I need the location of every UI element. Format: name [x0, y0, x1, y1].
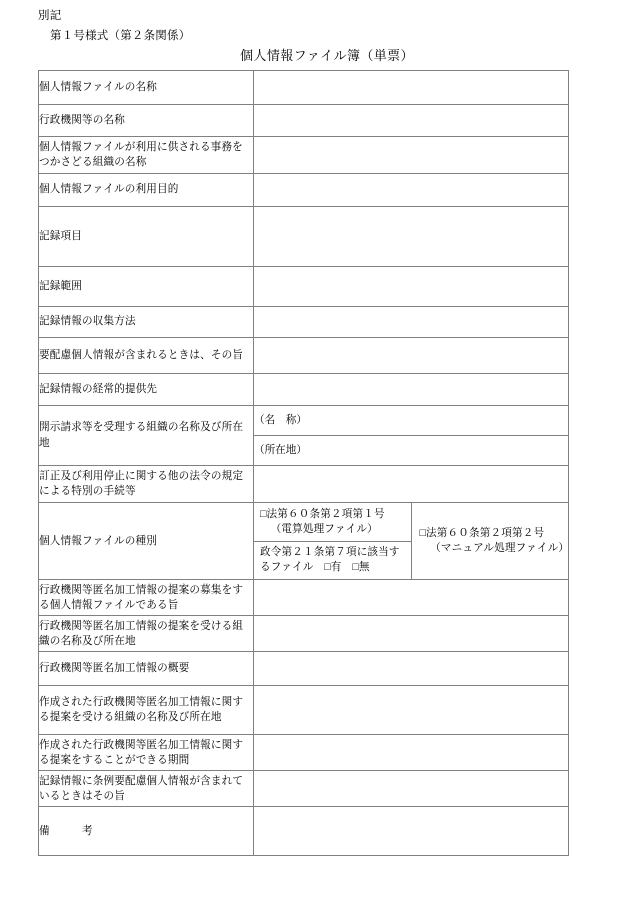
disclosure-office-name-label[interactable]: （名 称）: [254, 406, 568, 436]
file-type-option2-line2: （マニュアル処理ファイル）: [430, 543, 570, 555]
row-value-routine-recipients[interactable]: [254, 374, 569, 406]
row-value-anonymized-proposal-call[interactable]: [254, 580, 569, 616]
table-row: [39, 207, 569, 267]
row-label-remarks: 備 考: [39, 807, 254, 856]
row-value-created-proposal-org[interactable]: [254, 686, 569, 735]
file-type-option-manual[interactable]: [411, 503, 568, 579]
row-label-sensitive-info: 要配慮個人情報が含まれるときは、その旨: [39, 338, 254, 374]
row-value-agency-name[interactable]: [254, 105, 569, 137]
row-label-record-scope: 記録範囲: [39, 267, 254, 307]
disclosure-office-subtable: [254, 406, 568, 465]
row-value-anonymized-summary[interactable]: [254, 652, 569, 686]
table-row: [39, 466, 569, 503]
table-row: [39, 338, 569, 374]
disclosure-office-address-row: [254, 436, 568, 466]
appendix-label: 別記: [38, 10, 62, 22]
table-row: [39, 652, 569, 686]
row-value-sensitive-info[interactable]: [254, 338, 569, 374]
row-label-administering-org: 個人情報ファイルが利用に供される事務をつかさどる組織の名称: [39, 137, 254, 174]
row-value-collection-method[interactable]: [254, 307, 569, 338]
row-value-record-scope[interactable]: [254, 267, 569, 307]
row-label-anonymized-proposal-call: 行政機関等匿名加工情報の提案の募集をする個人情報ファイルである旨: [39, 580, 254, 616]
table-row: [39, 267, 569, 307]
row-value-remarks[interactable]: [254, 807, 569, 856]
disclosure-office-name-row: [254, 406, 568, 436]
row-value-record-items[interactable]: [254, 207, 569, 267]
cabinet-order-line1: 政令第２１条第７項に該当す: [260, 546, 400, 558]
row-label-agency-name: 行政機関等の名称: [39, 105, 254, 137]
table-row: [39, 374, 569, 406]
row-value-ordinance-sensitive-info[interactable]: [254, 771, 569, 807]
table-row: [39, 174, 569, 207]
table-row: [39, 137, 569, 174]
file-type-option1-line2: （電算処理ファイル）: [270, 524, 378, 536]
file-type-row-top: [254, 503, 568, 541]
file-type-option-computer[interactable]: [254, 503, 411, 541]
table-row: [39, 105, 569, 137]
table-row: [39, 580, 569, 616]
row-label-proposal-receiving-org: 行政機関等匿名加工情報の提案を受ける組織の名称及び所在地: [39, 616, 254, 652]
file-type-option1-line1: □法第６０条第２項第１号: [260, 509, 385, 520]
row-value-file-type: [254, 503, 569, 580]
cabinet-order-line2: るファイル □有 □無: [260, 562, 370, 574]
personal-information-file-register-table: [38, 70, 569, 856]
row-label-collection-method: 記録情報の収集方法: [39, 307, 254, 338]
row-label-anonymized-summary: 行政機関等匿名加工情報の概要: [39, 652, 254, 686]
row-value-file-name[interactable]: [254, 71, 569, 105]
row-value-created-proposal-period[interactable]: [254, 735, 569, 771]
file-type-option2-line1: □法第６０条第２項第２号: [419, 527, 545, 539]
cabinet-order-applicability[interactable]: [254, 541, 411, 579]
form-number-label: 第１号様式（第２条関係）: [50, 30, 191, 42]
table-row: [39, 406, 569, 466]
row-value-correction-procedures[interactable]: [254, 466, 569, 503]
table-row: [39, 616, 569, 652]
row-value-disclosure-office: [254, 406, 569, 466]
table-row: [39, 735, 569, 771]
file-type-subtable: [254, 503, 568, 579]
table-row: [39, 307, 569, 338]
row-value-proposal-receiving-org[interactable]: [254, 616, 569, 652]
row-label-correction-procedures: 訂正及び利用停止に関する他の法令の規定による特別の手続等: [39, 466, 254, 503]
page-title: 個人情報ファイル簿（単票）: [240, 48, 414, 63]
disclosure-office-address-label[interactable]: （所在地）: [254, 444, 307, 456]
row-label-file-name: 個人情報ファイルの名称: [39, 71, 254, 105]
row-label-created-proposal-org: 作成された行政機関等匿名加工情報に関する提案を受ける組織の名称及び所在地: [39, 686, 254, 735]
table-row: [39, 71, 569, 105]
row-value-administering-org[interactable]: [254, 137, 569, 174]
table-row: [39, 771, 569, 807]
row-label-created-proposal-period: 作成された行政機関等匿名加工情報に関する提案をすることができる期間: [39, 735, 254, 771]
table-row: [39, 686, 569, 735]
row-value-purpose[interactable]: [254, 174, 569, 207]
row-label-disclosure-office: 開示請求等を受理する組織の名称及び所在地: [39, 406, 254, 466]
row-label-record-items: 記録項目: [39, 207, 254, 267]
row-label-routine-recipients: 記録情報の経常的提供先: [39, 374, 254, 406]
row-label-purpose: 個人情報ファイルの利用目的: [39, 174, 254, 207]
row-label-file-type: 個人情報ファイルの種別: [39, 503, 254, 580]
table-row: [39, 807, 569, 856]
table-row: [39, 503, 569, 580]
row-label-ordinance-sensitive-info: 記録情報に条例要配慮個人情報が含まれているときはその旨: [39, 771, 254, 807]
